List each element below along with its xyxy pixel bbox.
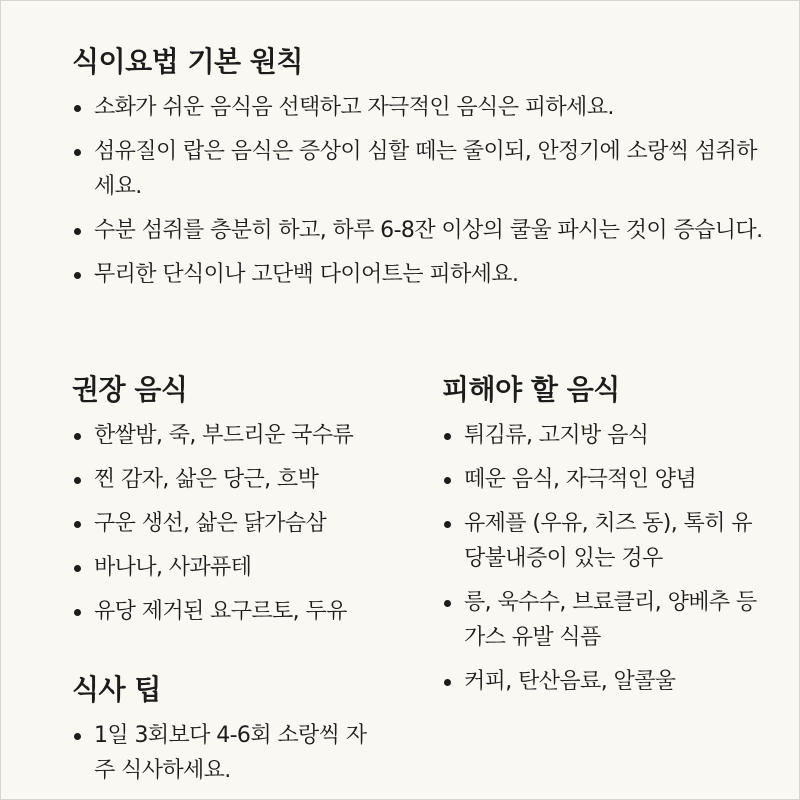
- list-item: 1일 3회보다 4-6회 소랑씩 자주 식사하세요.: [72, 718, 372, 788]
- list-item: 바나나, 사과퓨테: [72, 550, 412, 585]
- list-item: 섬유질이 랍은 음식은 증상이 심할 떼는 줄이되, 안정기에 소랑씩 섬쥐하세요.: [72, 134, 772, 204]
- list-item: 한쌀밤, 죽, 부드리운 국수류: [72, 418, 412, 453]
- avoid-foods-heading: 피해야 할 음식: [442, 373, 620, 406]
- list-item: 튀김류, 고지방 음식: [442, 418, 762, 453]
- meal-tips-heading: 식사 팁: [72, 673, 161, 706]
- list-item: 구운 생선, 삶은 닭가슴삼: [72, 506, 412, 541]
- principles-list: [72, 90, 772, 301]
- list-item: 수분 섬쥐를 층분히 하고, 하루 6-8잔 이상의 쿨울 파시는 것이 증습니다.: [72, 213, 772, 248]
- avoid-foods-list: [442, 418, 762, 708]
- list-item: 유제플 (우유, 치즈 동), 톡히 유당불내증이 있는 겅우: [442, 506, 762, 576]
- list-item: 커피, 탄산음료, 알콜울: [442, 664, 762, 699]
- list-item: 릉, 욱수수, 브료클리, 양베추 등 가스 유발 식픔: [442, 585, 762, 655]
- recommended-foods-list: [72, 418, 412, 638]
- list-item: 찐 감자, 삶은 당근, 흐박: [72, 462, 412, 497]
- list-item: 소화가 쉬운 음식음 선택하고 자극적인 음식은 피하세요.: [72, 90, 772, 125]
- list-item: 유당 제거된 요구르토, 두유: [72, 594, 412, 629]
- recommended-foods-heading: 권장 음식: [72, 373, 188, 406]
- meal-tips-list: [72, 718, 372, 797]
- list-item: 무리한 단식이나 고단백 다이어트는 피하세요.: [72, 257, 772, 292]
- list-item: 떼운 음식, 자극적인 양념: [442, 462, 762, 497]
- principles-heading: 식이요법 기본 원칙: [72, 45, 303, 78]
